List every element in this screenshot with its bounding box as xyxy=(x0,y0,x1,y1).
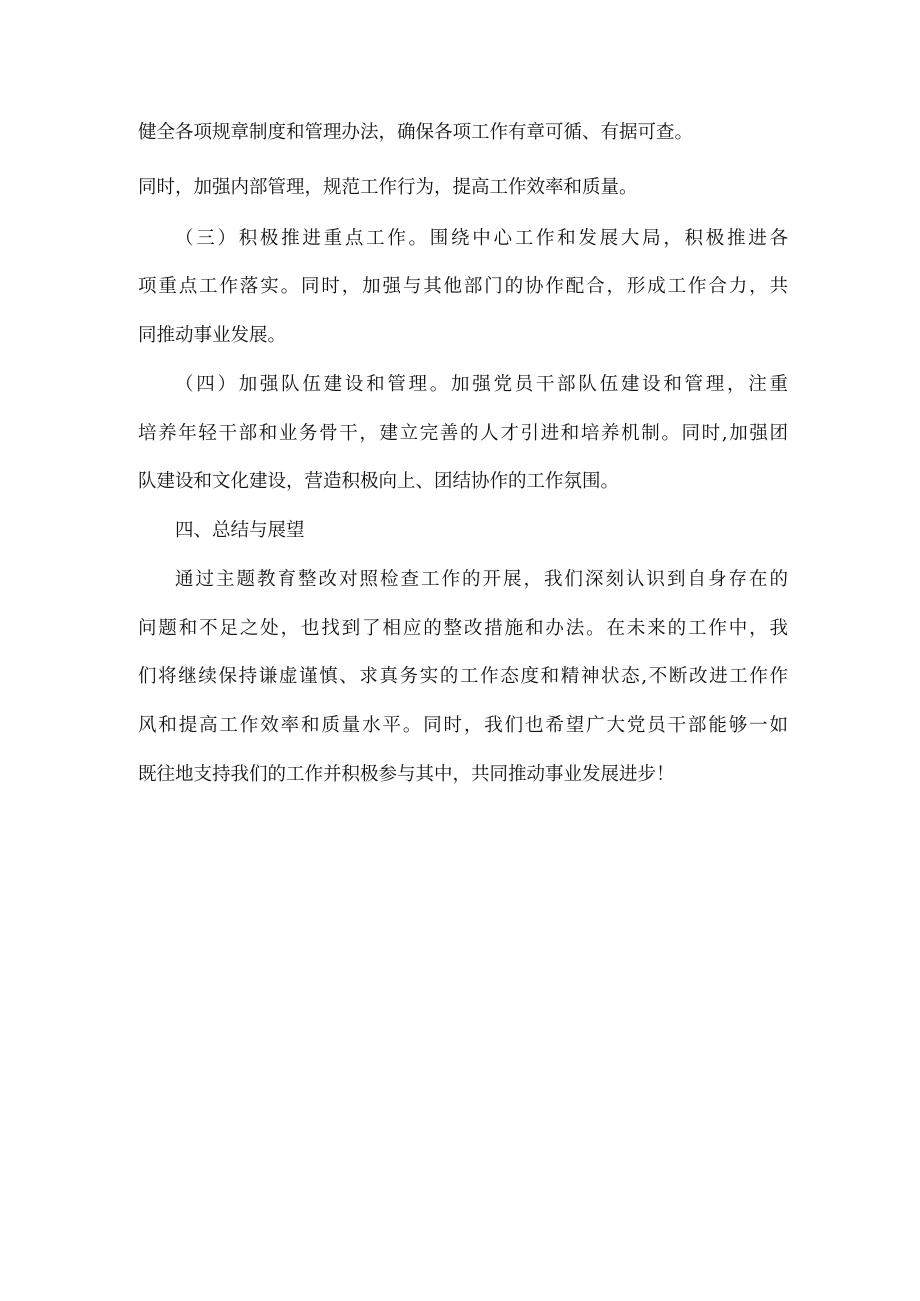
text-line: 项重点工作落实。同时，加强与其他部门的协作配合，形成工作合力，共 xyxy=(138,276,788,297)
text-line: （三）积极推进重点工作。围绕中心工作和发展大局，积极推进各 xyxy=(175,228,788,249)
text-line: 同推动事业发展。 xyxy=(138,325,287,346)
text-line: 健全各项规章制度和管理办法，确保各项工作有章可循、有据可查。 xyxy=(138,122,694,143)
text-line: 队建设和文化建设，营造积极向上、团结协作的工作氛围。 xyxy=(138,471,620,492)
text-line: （四）加强队伍建设和管理。加强党员干部队伍建设和管理，注重 xyxy=(175,374,788,395)
text-line: 们将继续保持谦虚谨慎、求真务实的工作态度和精神状态,不断改进工作作 xyxy=(138,666,788,687)
text-line: 问题和不足之处，也找到了相应的整改措施和办法。在未来的工作中，我 xyxy=(138,618,788,639)
section-heading: 四、总结与展望 xyxy=(175,520,305,541)
text-line: 培养年轻干部和业务骨干，建立完善的人才引进和培养机制。同时,加强团 xyxy=(138,423,788,444)
text-line: 既往地支持我们的工作并积极参与其中，共同推动事业发展进步！ xyxy=(138,764,675,785)
text-line: 通过主题教育整改对照检查工作的开展，我们深刻认识到自身存在的 xyxy=(175,569,788,590)
text-line: 同时，加强内部管理，规范工作行为，提高工作效率和质量。 xyxy=(138,177,638,198)
text-line: 风和提高工作效率和质量水平。同时，我们也希望广大党员干部能够一如 xyxy=(138,715,788,736)
